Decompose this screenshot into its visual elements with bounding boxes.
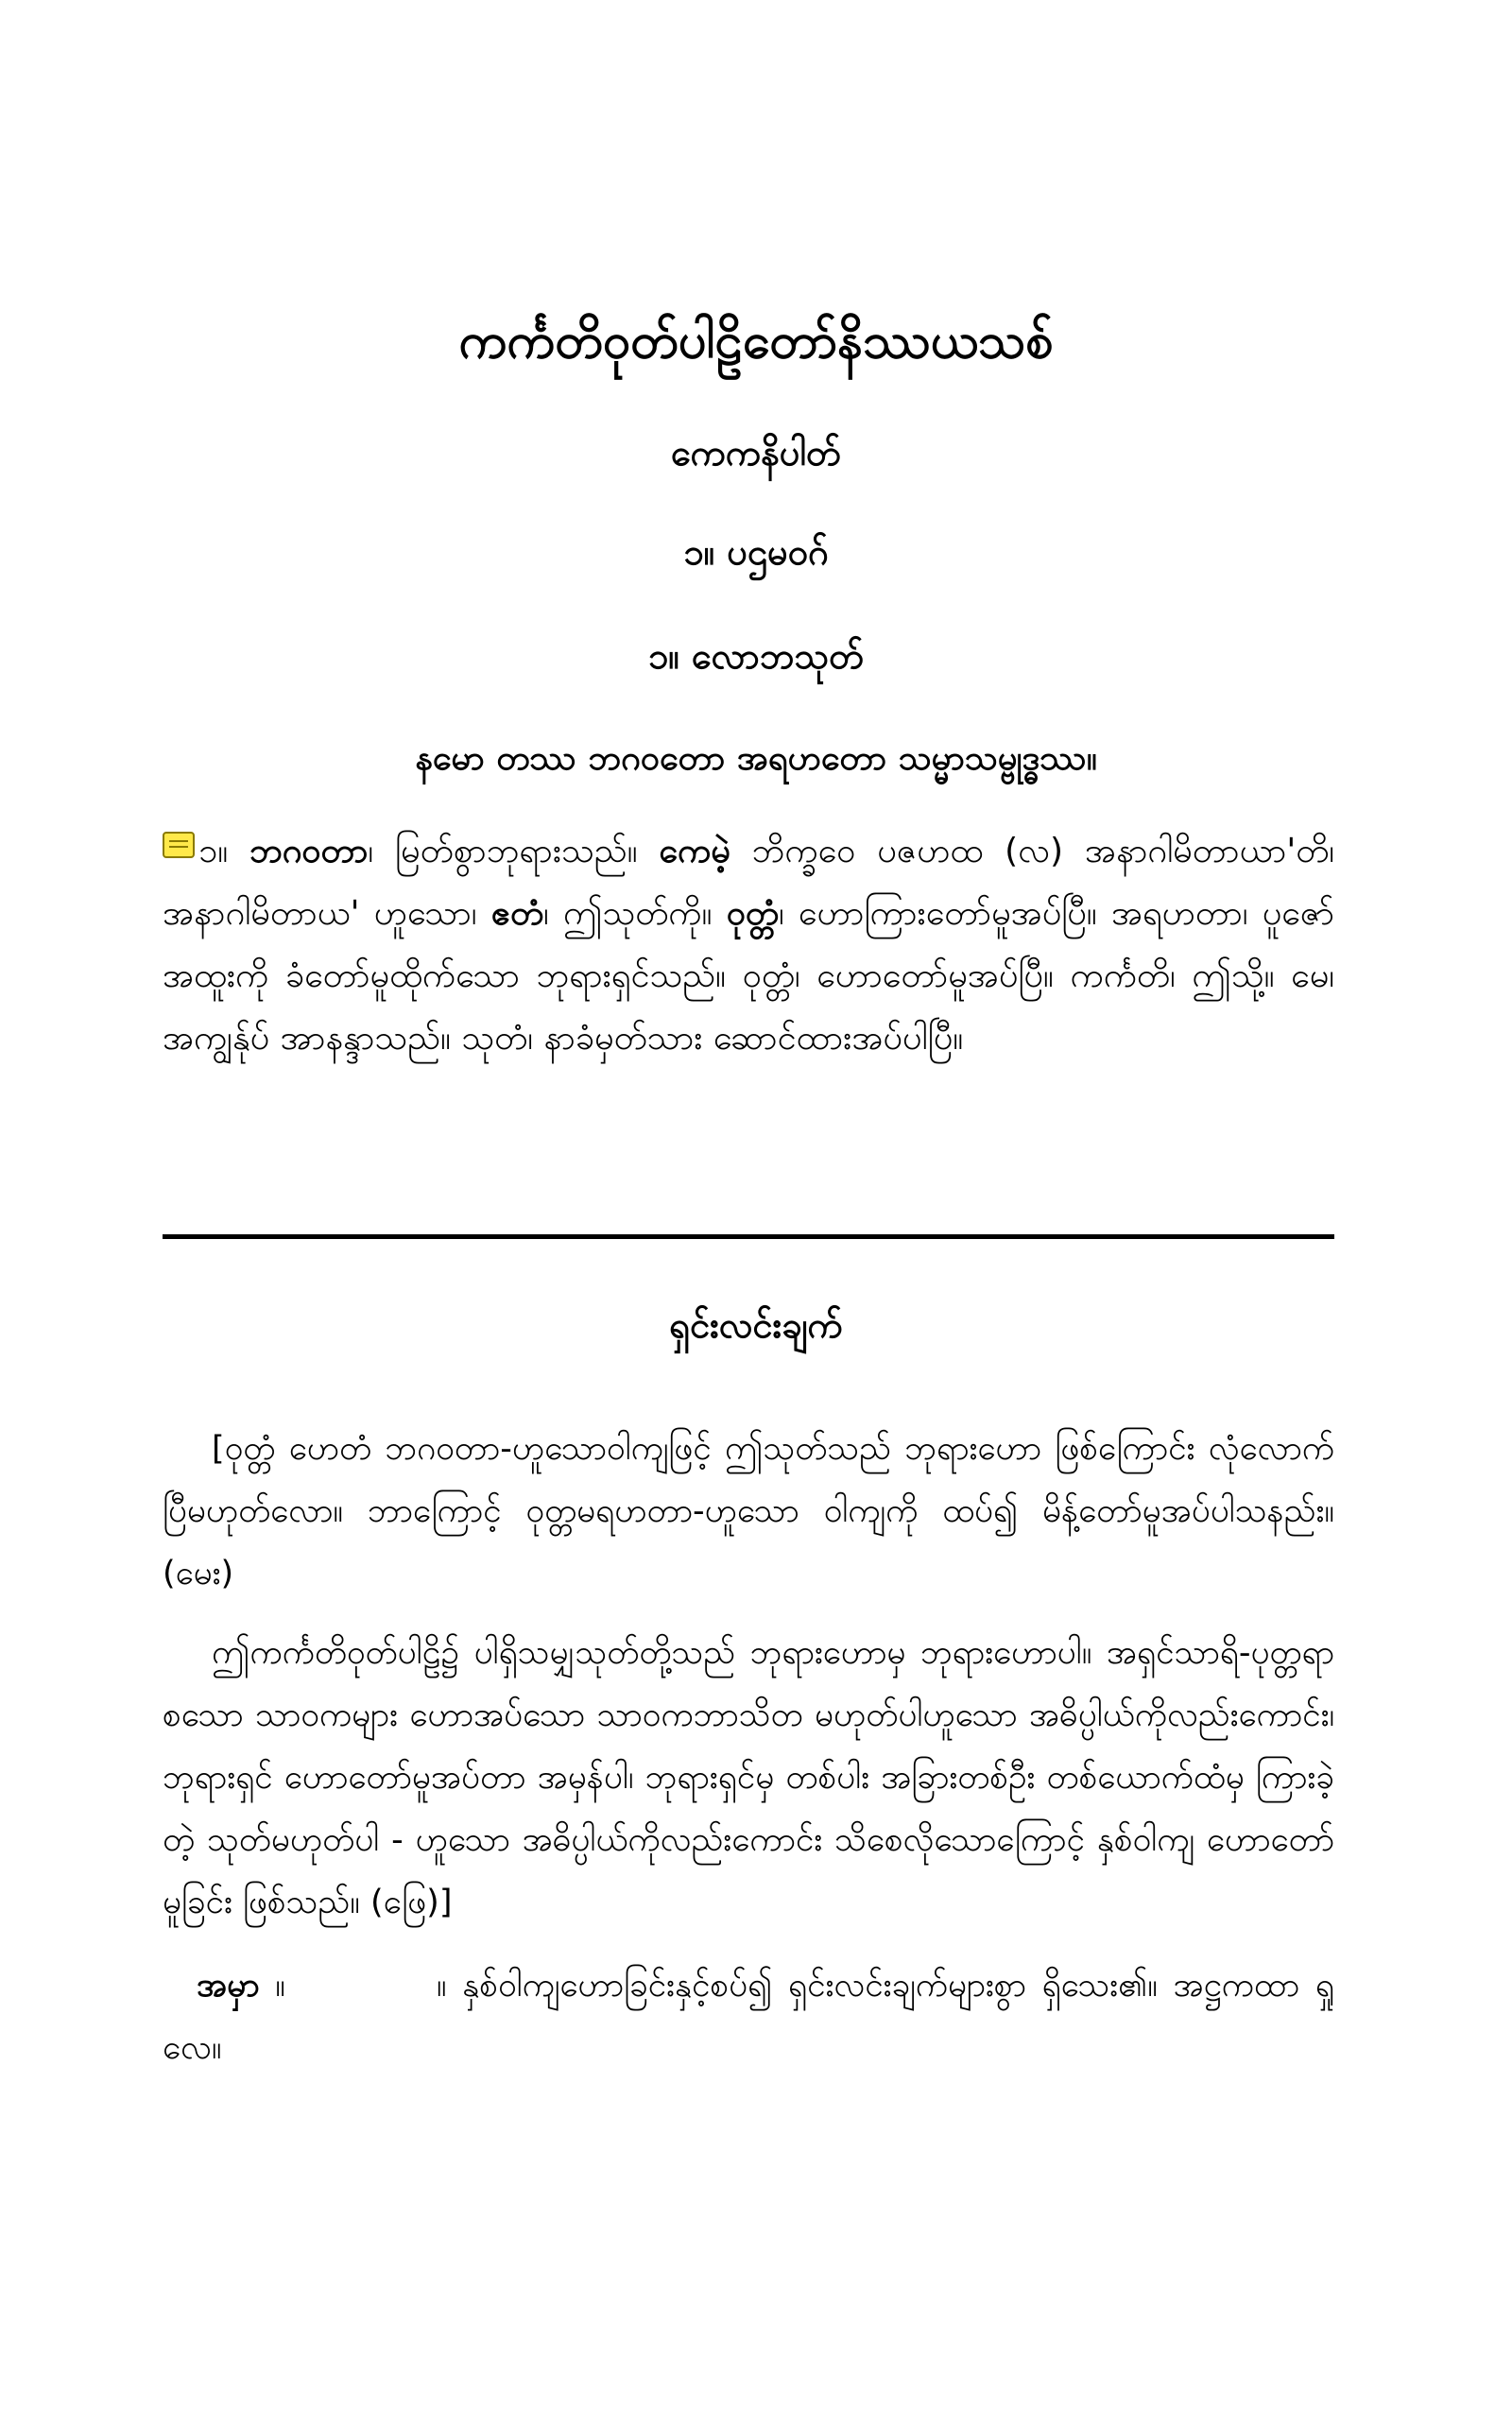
nipata-title: ကေကနိပါတ် (671, 432, 841, 473)
para-number: ၁။ (198, 832, 250, 870)
pali-word: ဝုတ္တံ (726, 894, 779, 933)
pali-word: ကေမဲ့ (659, 832, 730, 870)
commentary-paragraph-question: [ဝုတ္တံ ဟေတံ ဘဂဝတာ-ဟူသောဝါကျဖြင့် ဤသုတ်သည် ဘုရားဟော ဖြစ်ကြောင်း လုံလောက်ပြီမဟုတ်လော။ ဘာကြောင့် ဝုတ္တမရဟတာ-ဟူသော ဝါကျကို ထပ်၍ မိန့်တော်မူအပ်ပါသနည်း။ (မေး) (163, 1430, 1334, 1592)
translation-text: ၊ ဟောကြားတော်မူအပ်ပြီ။ အရဟတာ၊ ပူဇော်အထူးကို ခံတော်မူထိုက်သော ဘုရားရှင်သည်။ ဝုတ္တံ၊ ဟောတော်မူအပ်ပြီ။ ကင်္ကတိ၊ ဤသို့။ မေ၊ အကျွန်ုပ် အာနန္ဒာသည်။ သုတံ၊ နာခံမှတ်သား ဆောင်ထားအပ်ပါပြီ။ (163, 894, 1334, 1058)
pali-word: ဧတံ (490, 894, 544, 933)
section-divider (163, 1234, 1334, 1239)
main-paragraph (163, 820, 1334, 1070)
sutta-title: ၁။ လောဘသုတ် (647, 635, 865, 677)
note-label: အမှာ (197, 1967, 260, 2005)
book-title: ကင်္ကတိဝုတ်ပါဠိတော်နိဿယသစ် (458, 313, 1054, 370)
translation-text: ၊ မြတ်စွာဘုရားသည်။ (368, 832, 660, 870)
vagga-title: ၁။ ပဌမဝဂ် (683, 531, 829, 573)
note-icon[interactable] (163, 832, 195, 858)
pali-word: ဘဂဝတာ (249, 832, 369, 870)
note-mark: ။ (259, 1967, 285, 2005)
commentary-paragraph-answer: ဤကင်္ကတိဝုတ်ပါဠိ၌ ပါရှိသမျှသုတ်တို့သည် ဘုရားဟောမှ ဘုရားဟောပါ။ အရှင်သာရိ-ပုတ္တရာစသော သာဝကများ ဟောအပ်သော သာဝကဘာသိတ မဟုတ်ပါဟူသော အဓိပ္ပါယ်ကိုလည်းကောင်း၊ ဘုရားရှင် ဟောတော်မူအပ်တာ အမှန်ပါ၊ ဘုရားရှင်မှ တစ်ပါး အခြားတစ်ဦး တစ်ယောက်ထံမှ ကြားခဲ့တဲ့ သုတ်မဟုတ်ပါ - ဟူသော အဓိပ္ပါယ်ကိုလည်းကောင်း သိစေလိုသောကြောင့် နှစ်ဝါကျ ဟောတော်မူခြင်း ဖြစ်သည်။ (ဖြေ)] (163, 1634, 1334, 1921)
homage-line: နမော တဿ ဘဂဝတော အရဟတော သမ္မာသမ္ဗုဒ္ဓဿ။ (415, 739, 1097, 778)
commentary-heading: ရှင်းလင်းချက် (669, 1304, 843, 1346)
note-text: ။ နှစ်ဝါကျဟောခြင်းနှင့်စပ်၍ ရှင်းလင်းချက်များစွာ ရှိသေး၏။ အဋ္ဌကထာ ရှုလေ။ (163, 1967, 1334, 2067)
translation-text: ဘိက္ခဝေ ပဇဟထ (လ) အနာဂါမိတာယာ'တိ၊ အနာဂါမိတာယ' ဟူသော၊ (163, 832, 1334, 933)
translation-text: ၊ ဤသုတ်ကို။ (543, 894, 727, 933)
commentary-paragraph-note (163, 1954, 1334, 2079)
